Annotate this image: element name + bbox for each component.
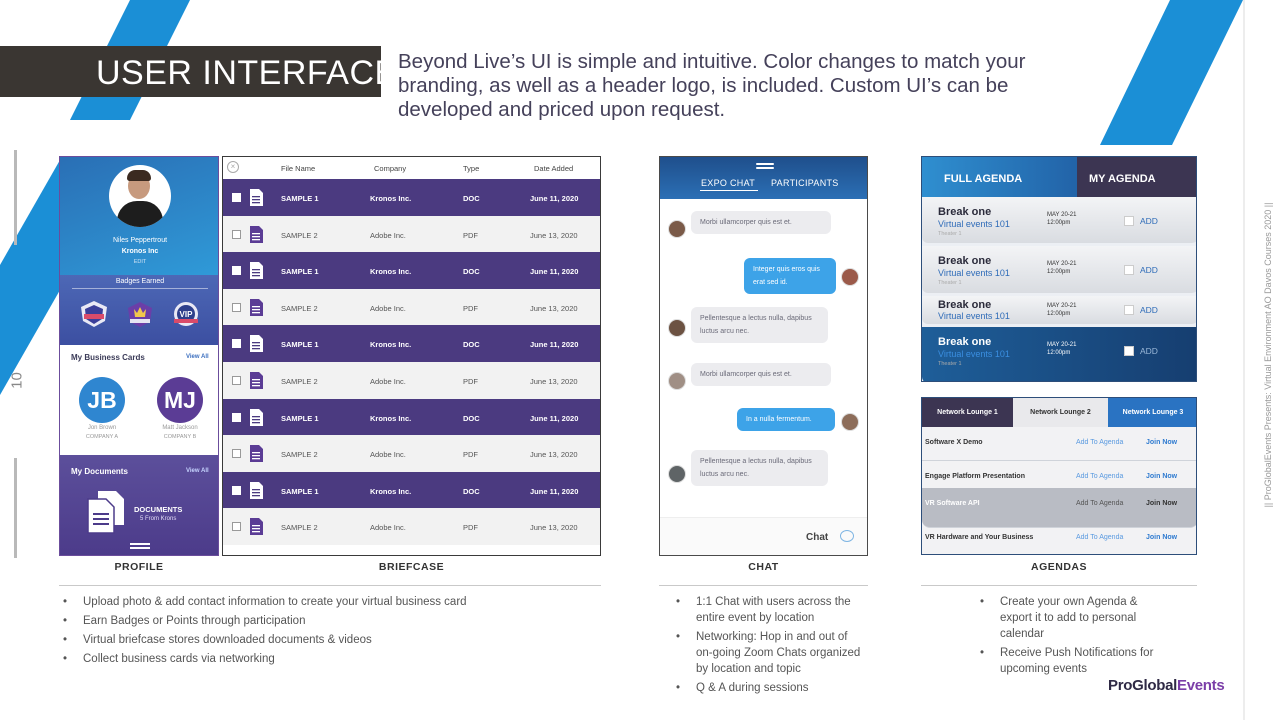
agenda-item[interactable] <box>922 197 1197 243</box>
documents-section[interactable] <box>60 455 219 556</box>
document-icon <box>249 261 264 280</box>
table-row[interactable] <box>223 179 601 216</box>
cell-company: Kronos Inc. <box>370 194 412 203</box>
document-icon <box>249 334 264 353</box>
cell-date: June 11, 2020 <box>530 267 579 277</box>
feature-item: • 1:1 Chat with users across the entire event by location <box>676 594 866 626</box>
side-caption-text: || ProGlobalEvents Presents: Virtual Environment AO Davos Courses 2020 || <box>1263 202 1273 508</box>
column-header-type[interactable]: Type <box>463 164 480 173</box>
business-card-jb[interactable]: JB <box>79 377 125 423</box>
menu-icon[interactable] <box>756 163 774 165</box>
lounge-session-name: Engage Platform Presentation <box>925 473 1025 480</box>
agenda-item-date-day: MAY 20-21 <box>1047 261 1077 267</box>
agenda-item[interactable] <box>922 246 1197 293</box>
intro-text: Beyond Live’s UI is simple and intuitive. Color changes to match your branding, as well as a header logo, is included. Custom UI’s can be developed and priced upon request. <box>398 50 1026 121</box>
cell-date: June 13, 2020 <box>530 303 578 313</box>
tab-participants[interactable]: PARTICIPANTS <box>771 178 839 188</box>
document-icon <box>249 225 264 244</box>
message-outgoing: Integer quis eros quis erat sed id. <box>744 258 836 294</box>
drawer-handle[interactable] <box>130 547 150 549</box>
agenda-panel <box>921 156 1197 382</box>
cell-company: Adobe Inc. <box>370 377 406 386</box>
cell-file-name: SAMPLE 1 <box>281 486 319 496</box>
agenda-item-date-time: 12:00pm <box>1047 220 1071 226</box>
cell-file-name: SAMPLE 1 <box>281 413 319 423</box>
feature-item: • Create your own Agenda & export it to add to personal calendar <box>980 594 1160 642</box>
briefcase-header <box>223 157 601 179</box>
tab-my-agenda[interactable]: MY AGENDA <box>1077 157 1197 197</box>
avatar[interactable] <box>109 165 171 227</box>
feature-item: • Earn Badges or Points through participation <box>63 613 583 629</box>
business-cards-title: My Business Cards <box>71 353 145 362</box>
cell-date: June 13, 2020 <box>530 523 578 533</box>
agenda-item-room: Theater 1 <box>938 361 962 367</box>
agenda-item-date <box>1047 211 1076 227</box>
agenda-item-room: Theater 1 <box>938 231 962 237</box>
lounge-session-name: VR Hardware and Your Business <box>925 534 1034 541</box>
menu-icon[interactable] <box>756 167 774 169</box>
cell-company: Adobe Inc. <box>370 230 406 240</box>
edit-link[interactable]: EDIT <box>133 259 147 265</box>
divider <box>921 585 1197 586</box>
agenda-item-date-day: MAY 20-21 <box>1047 342 1077 348</box>
table-row[interactable] <box>223 362 601 399</box>
table-row[interactable] <box>223 399 601 436</box>
svg-text:VIP: VIP <box>179 310 193 319</box>
add-to-agenda-link[interactable]: Add To Agenda <box>1076 439 1124 446</box>
agenda-item-date-day: MAY 20-21 <box>1047 212 1077 218</box>
row-checkbox[interactable] <box>232 339 241 348</box>
cell-date: June 11, 2020 <box>530 340 579 350</box>
page-title: USER INTERFACE <box>96 54 398 92</box>
lounge-session-name: VR Software API <box>925 500 980 507</box>
cell-company: Kronos Inc. <box>370 486 412 496</box>
document-icon <box>249 371 264 390</box>
table-row[interactable] <box>223 289 601 326</box>
feature-item: • Collect business cards via networking <box>63 651 583 667</box>
active-tab-indicator <box>700 190 758 191</box>
agenda-add-checkbox[interactable] <box>1124 265 1134 275</box>
lounge-panel <box>921 397 1197 555</box>
row-checkbox[interactable] <box>232 376 241 385</box>
business-cards-view-all[interactable]: View All <box>186 354 209 360</box>
caption-agendas: AGENDAS <box>1030 561 1087 573</box>
lounge-row[interactable] <box>922 427 1197 461</box>
agenda-add-checkbox[interactable] <box>1124 346 1134 356</box>
cell-company: Kronos Inc. <box>370 413 412 423</box>
documents-icon <box>84 489 128 535</box>
profile-company: Kronos Inc <box>121 248 159 255</box>
agenda-add-button[interactable]: ADD <box>1140 216 1158 226</box>
business-card-name: Matt Jackson <box>162 425 198 431</box>
agenda-add-checkbox[interactable] <box>1124 216 1134 226</box>
cell-date: June 11, 2020 <box>530 194 579 203</box>
table-row[interactable] <box>223 472 601 509</box>
right-rule <box>1243 0 1245 720</box>
logo-part-1: ProGlobal <box>1108 677 1177 694</box>
message-outgoing: In a nulla fermentum. <box>737 408 835 431</box>
agenda-item-session[interactable]: Virtual events 101 <box>938 349 1010 359</box>
agenda-add-button[interactable]: ADD <box>1140 265 1158 275</box>
join-now-link[interactable]: Join Now <box>1146 534 1178 541</box>
document-icon <box>249 188 264 207</box>
logo-part-2: Events <box>1176 677 1225 694</box>
cell-date: June 13, 2020 <box>530 230 578 240</box>
agenda-item-session[interactable]: Virtual events 101 <box>938 219 1010 229</box>
row-checkbox[interactable] <box>232 449 241 458</box>
agenda-add-checkbox[interactable] <box>1124 305 1134 315</box>
documents-label: DOCUMENTS <box>134 505 183 514</box>
cell-file-name: SAMPLE 2 <box>281 303 318 313</box>
document-icon <box>249 408 264 427</box>
cell-date: June 11, 2020 <box>530 486 579 496</box>
add-to-agenda-link[interactable]: Add To Agenda <box>1076 500 1124 507</box>
page-number: 10 <box>8 372 26 389</box>
drawer-handle[interactable] <box>130 543 150 545</box>
agenda-item-date-time: 12:00pm <box>1047 350 1071 356</box>
column-header-company[interactable]: Company <box>374 164 407 173</box>
chat-footer <box>660 517 868 556</box>
lounge-row[interactable] <box>922 522 1197 555</box>
caption-chat: CHAT <box>748 561 779 573</box>
column-header-date[interactable]: Date Added <box>534 164 574 173</box>
tab-network-lounge-3[interactable]: Network Lounge 3 <box>1108 398 1197 427</box>
business-card-mj[interactable]: MJ <box>157 377 203 423</box>
document-icon <box>249 444 264 463</box>
logo <box>1108 677 1224 694</box>
cell-type: PDF <box>463 523 478 533</box>
chat-header <box>660 157 868 199</box>
avatar[interactable] <box>668 220 686 238</box>
side-rule-bottom <box>14 458 17 558</box>
badges-divider <box>72 288 208 289</box>
cell-type: DOC <box>463 267 480 277</box>
cell-company: Kronos Inc. <box>370 340 412 350</box>
agenda-add-button[interactable]: ADD <box>1140 305 1158 315</box>
cell-company: Adobe Inc. <box>370 523 406 533</box>
agenda-item-room: Theater 1 <box>938 280 962 286</box>
feature-item: • Receive Push Notifications for upcoming events <box>980 645 1160 677</box>
cell-company: Adobe Inc. <box>370 303 406 313</box>
agenda-item[interactable] <box>922 296 1197 324</box>
cell-file-name: SAMPLE 2 <box>281 450 318 460</box>
cell-company: Adobe Inc. <box>370 450 406 460</box>
agenda-item-title: Break one <box>938 206 992 218</box>
document-icon <box>249 517 264 536</box>
join-now-link[interactable]: Join Now <box>1146 473 1178 480</box>
badge-shield-icon[interactable] <box>78 299 110 329</box>
profile-header <box>60 157 219 275</box>
cell-file-name: SAMPLE 2 <box>281 377 318 386</box>
chat-panel <box>659 156 868 556</box>
cell-type: PDF <box>463 450 478 460</box>
agenda-item-date-time: 12:00pm <box>1047 269 1071 275</box>
feature-item: • Q & A during sessions <box>676 680 866 696</box>
cell-date: June 13, 2020 <box>530 450 578 460</box>
agenda-item-date <box>1047 341 1076 357</box>
row-checkbox[interactable] <box>232 303 241 312</box>
agenda-add-button[interactable]: ADD <box>1140 346 1158 356</box>
caption-profile: PROFILE <box>114 561 164 573</box>
badge-vip-icon[interactable] <box>170 299 202 329</box>
agenda-item-title: Break one <box>938 299 992 311</box>
tab-expo-chat[interactable]: EXPO CHAT <box>701 178 756 188</box>
documents-title: My Documents <box>71 467 128 476</box>
lounge-session-name: Software X Demo <box>925 439 983 446</box>
row-checkbox[interactable] <box>232 486 241 495</box>
column-header-file[interactable]: File Name <box>281 164 316 173</box>
business-card-name: Jon Brown <box>87 425 117 431</box>
divider <box>59 585 601 586</box>
badges-section <box>60 275 219 345</box>
caption-briefcase: BRIEFCASE <box>378 561 445 573</box>
close-icon[interactable]: × <box>227 161 239 173</box>
avatar[interactable] <box>668 372 686 390</box>
table-row[interactable] <box>223 216 601 253</box>
add-to-agenda-link[interactable]: Add To Agenda <box>1076 473 1124 480</box>
business-card-company: COMPANY B <box>163 434 197 440</box>
message-incoming: Pellentesque a lectus nulla, dapibus luctus arcu nec. <box>691 307 828 343</box>
document-icon <box>249 481 264 500</box>
row-checkbox[interactable] <box>232 193 241 202</box>
side-rule-top <box>14 150 17 245</box>
agenda-item-date-time: 12:00pm <box>1047 311 1071 317</box>
feature-item: • Upload photo & add contact information to create your virtual business card <box>63 594 583 610</box>
agenda-item-date-day: MAY 20-21 <box>1047 303 1077 309</box>
row-checkbox[interactable] <box>232 522 241 531</box>
documents-view-all[interactable]: View All <box>186 468 209 474</box>
agendas-feature-list <box>980 594 1160 680</box>
row-checkbox[interactable] <box>232 413 241 422</box>
cell-company: Kronos Inc. <box>370 267 412 277</box>
table-row[interactable] <box>223 508 601 545</box>
cell-file-name: SAMPLE 2 <box>281 523 318 533</box>
cell-file-name: SAMPLE 1 <box>281 340 319 350</box>
tab-full-agenda[interactable]: FULL AGENDA <box>922 157 1077 197</box>
cell-type: DOC <box>463 194 480 203</box>
chat-feature-list <box>676 594 866 699</box>
join-now-link[interactable]: Join Now <box>1146 500 1178 507</box>
cell-type: DOC <box>463 413 480 423</box>
document-icon <box>249 298 264 317</box>
add-to-agenda-link[interactable]: Add To Agenda <box>1076 534 1124 541</box>
cell-file-name: SAMPLE 1 <box>281 194 319 203</box>
agenda-item-session[interactable]: Virtual events 101 <box>938 311 1010 321</box>
row-checkbox[interactable] <box>232 266 241 275</box>
table-row[interactable] <box>223 252 601 289</box>
agenda-item-date <box>1047 260 1076 276</box>
chat-messages <box>660 199 868 517</box>
message-incoming: Pellentesque a lectus nulla, dapibus luctus arcu nec. <box>691 450 828 486</box>
cell-date: June 11, 2020 <box>530 413 579 423</box>
divider <box>659 585 868 586</box>
avatar[interactable] <box>841 413 859 431</box>
tab-network-lounge-1[interactable]: Network Lounge 1 <box>922 398 1013 427</box>
chat-bubble-icon[interactable] <box>840 530 854 542</box>
avatar[interactable] <box>668 465 686 483</box>
cell-file-name: SAMPLE 1 <box>281 267 319 277</box>
tab-network-lounge-2[interactable]: Network Lounge 2 <box>1013 398 1108 427</box>
feature-item: • Virtual briefcase stores downloaded documents & videos <box>63 632 583 648</box>
badge-crown-icon[interactable] <box>124 299 156 329</box>
cell-type: DOC <box>463 486 480 496</box>
avatar[interactable] <box>668 319 686 337</box>
agenda-item-date <box>1047 302 1076 318</box>
briefcase-panel <box>222 156 601 556</box>
cell-type: PDF <box>463 230 478 240</box>
badges-title: Badges Earned <box>115 278 165 285</box>
cell-file-name: SAMPLE 2 <box>281 230 318 240</box>
cell-type: PDF <box>463 377 478 386</box>
chat-button[interactable]: Chat <box>806 532 829 543</box>
agenda-item-title: Break one <box>938 255 992 267</box>
table-row[interactable] <box>223 325 601 362</box>
side-caption <box>1258 180 1278 530</box>
documents-sub: 5 From Krons <box>140 516 177 522</box>
message-incoming: Morbi ullamcorper quis est et. <box>691 211 831 234</box>
profile-panel <box>59 156 219 556</box>
agenda-item-title: Break one <box>938 336 992 348</box>
business-card-company: COMPANY A <box>85 434 119 440</box>
profile-name: Niles Peppertrout <box>112 237 168 244</box>
agenda-item[interactable] <box>922 327 1197 382</box>
table-row[interactable] <box>223 435 601 472</box>
row-checkbox[interactable] <box>232 230 241 239</box>
feature-item: • Networking: Hop in and out of on-going Zoom Chats organized by location and topic <box>676 629 866 677</box>
avatar[interactable] <box>841 268 859 286</box>
cell-date: June 13, 2020 <box>530 377 578 386</box>
join-now-link[interactable]: Join Now <box>1146 439 1178 446</box>
agenda-item-session[interactable]: Virtual events 101 <box>938 268 1010 278</box>
cell-type: PDF <box>463 303 478 313</box>
message-incoming: Morbi ullamcorper quis est et. <box>691 363 831 386</box>
profile-feature-list <box>63 594 583 670</box>
cell-type: DOC <box>463 340 480 350</box>
